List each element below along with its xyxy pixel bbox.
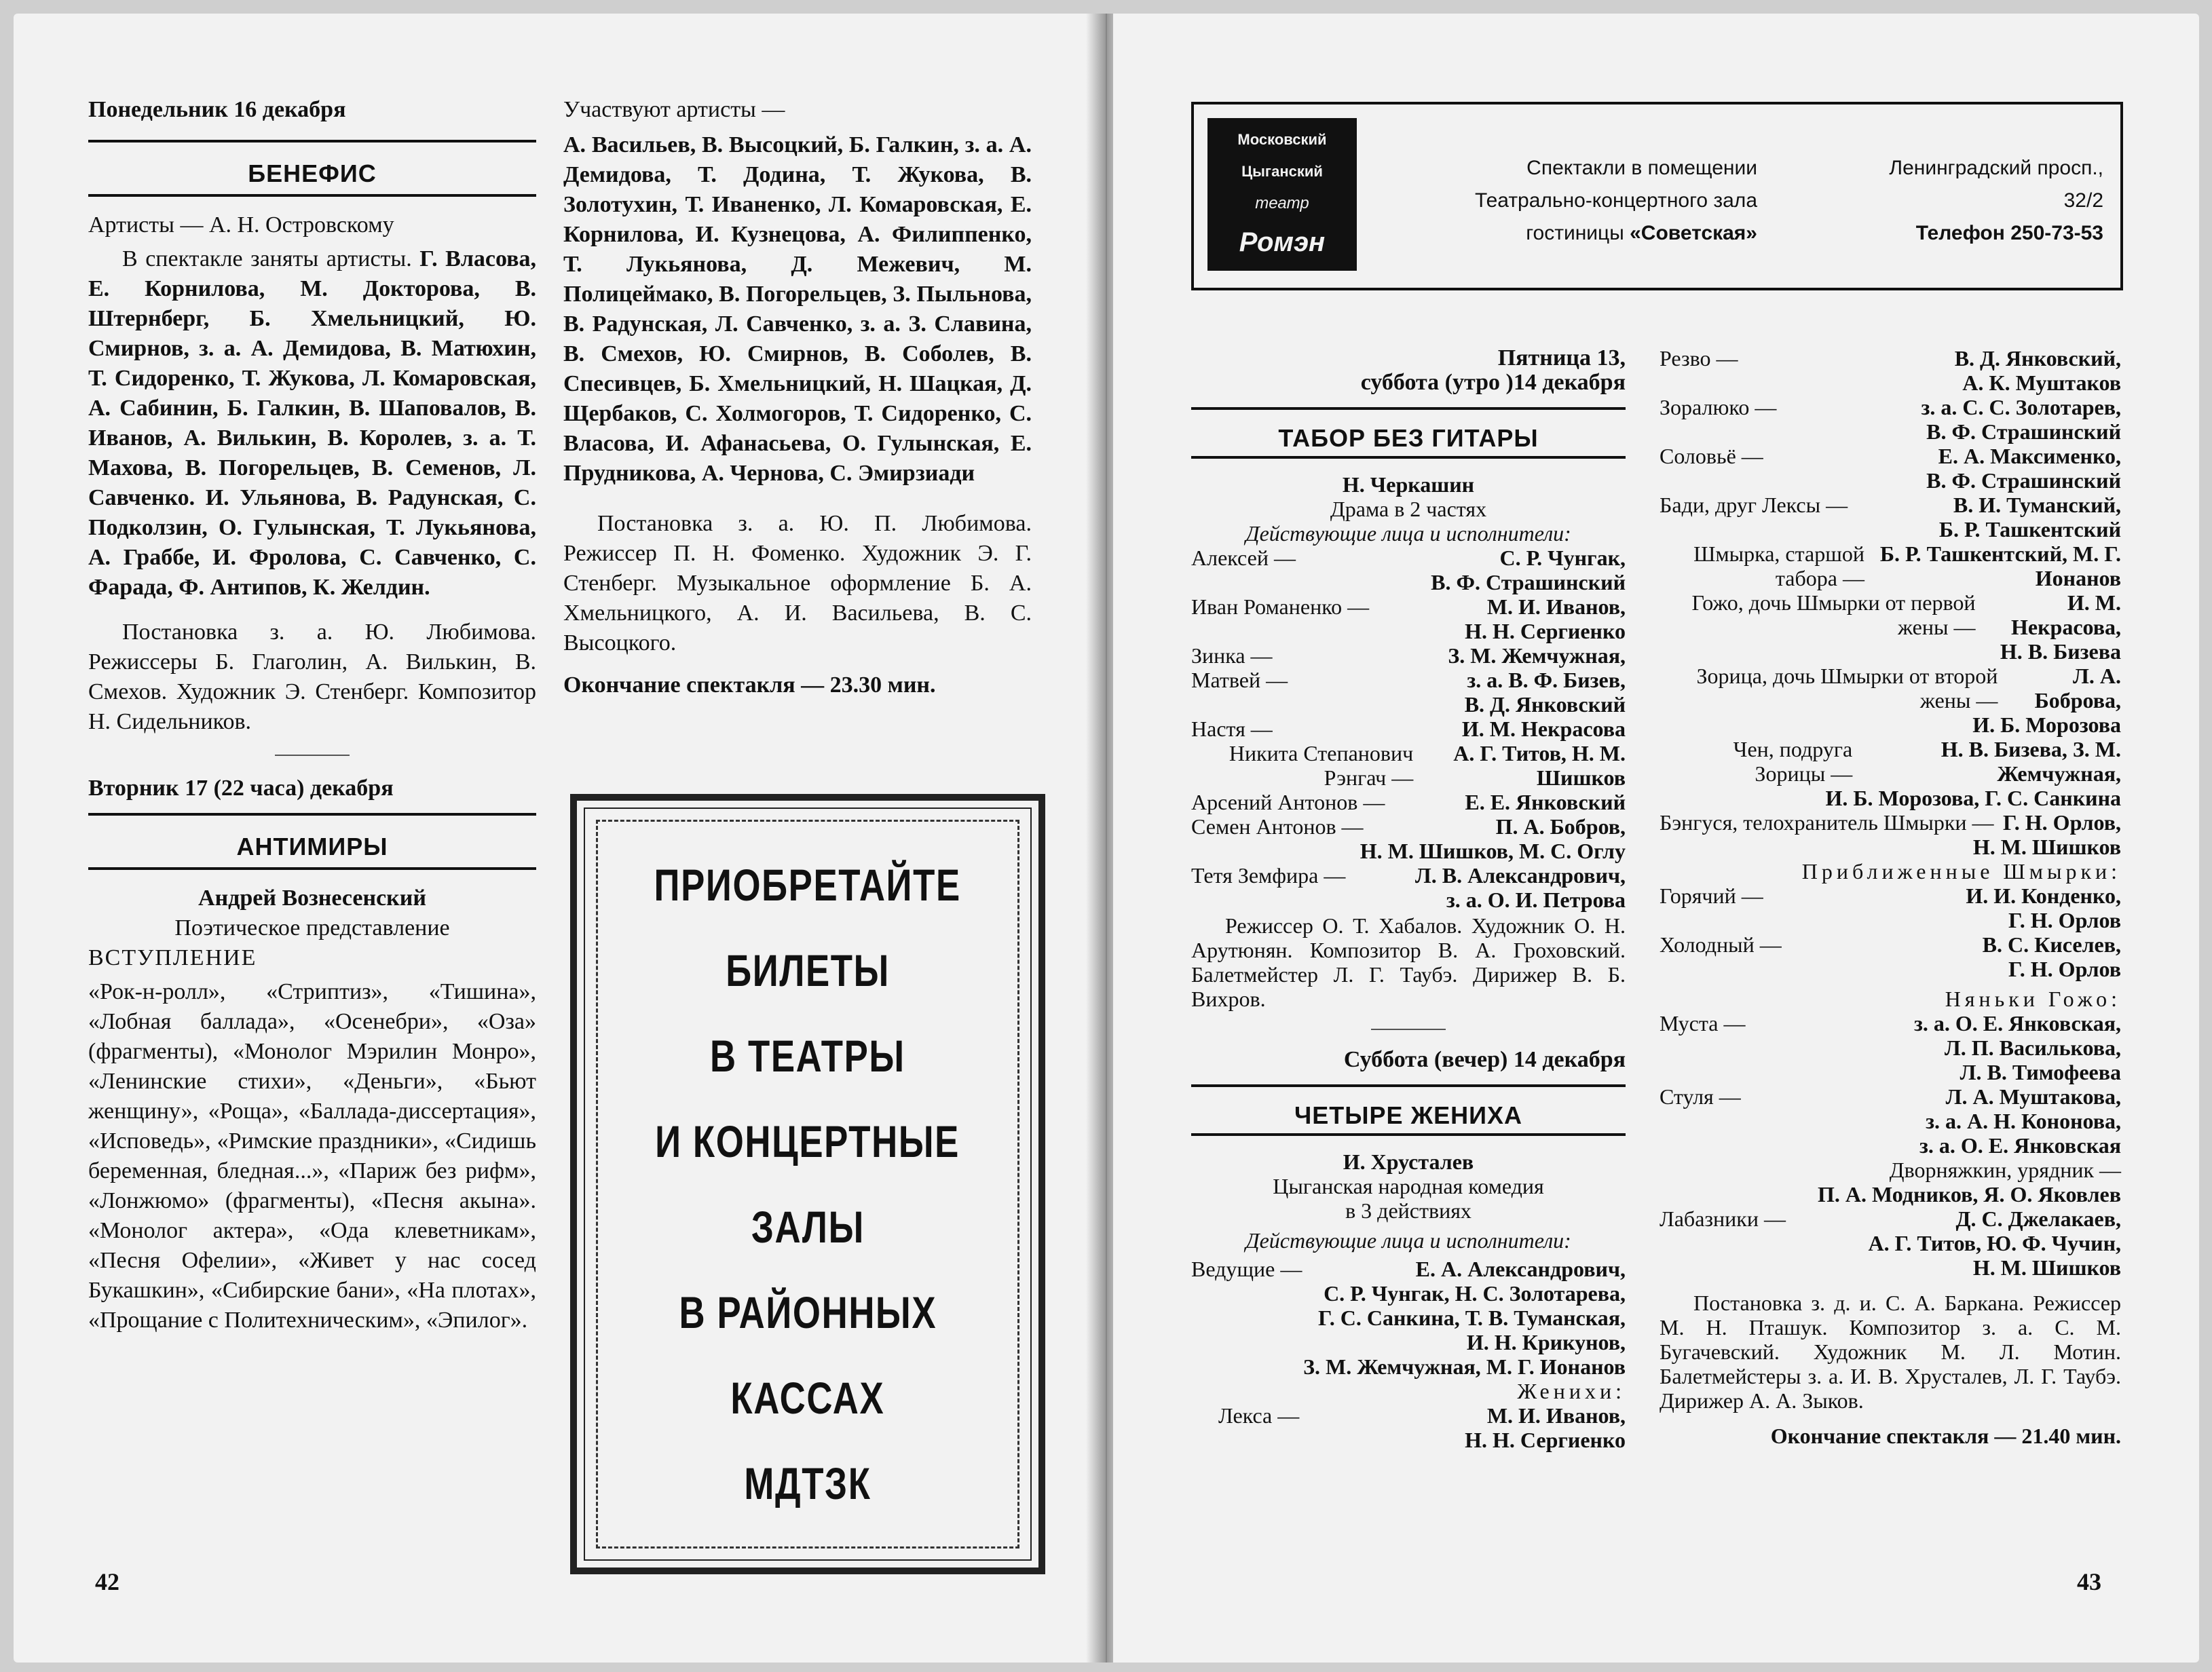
role-actor: Н. Н. Сергиенко bbox=[1465, 619, 1626, 643]
role-name: Муста — bbox=[1660, 1011, 1746, 1036]
role-name: Зоралюко — bbox=[1660, 395, 1777, 419]
role-actor: С. Р. Чунгак, bbox=[1499, 546, 1626, 570]
role-actor: В. И. Туманский, bbox=[1953, 493, 2121, 517]
role-lexa: Лекса — М. И. Иванов, bbox=[1218, 1403, 1626, 1428]
role-actor: В. Ф. Страшинский bbox=[1926, 419, 2121, 444]
role-actor: з. а. В. Ф. Бизев, bbox=[1467, 668, 1626, 692]
rule bbox=[1191, 1084, 1626, 1087]
title-benefis: БЕНЕФИС bbox=[88, 152, 536, 197]
date-saturday-evening: Суббота (вечер) 14 декабря bbox=[1343, 1047, 1626, 1072]
role-actor: Б. Р. Ташкентский bbox=[1938, 517, 2121, 542]
hosts-line: И. Н. Крикунов, bbox=[1466, 1330, 1626, 1354]
page-42 bbox=[14, 14, 1100, 1662]
ticket-advert-box bbox=[570, 794, 1045, 1574]
cast-role bbox=[1660, 1011, 2121, 1084]
role-actor: А. Г. Титов, Н. М. Шишков bbox=[1453, 741, 1626, 790]
cast-role bbox=[1191, 594, 1626, 643]
cast-role bbox=[1191, 814, 1626, 863]
cast-role bbox=[1660, 932, 2121, 981]
role-name: Шмырка, старшой табора — bbox=[1693, 542, 1864, 590]
role-name: Стуля — bbox=[1660, 1084, 1741, 1109]
date-monday: Понедельник 16 декабря bbox=[88, 97, 346, 122]
address-info bbox=[1778, 152, 2103, 250]
romen-theatre-logo bbox=[1207, 118, 1357, 271]
role-name: Горячий — bbox=[1660, 884, 1763, 908]
venue-line: Спектакли в помещении bbox=[1526, 157, 1757, 179]
role-name: Тетя Земфира — bbox=[1191, 863, 1346, 888]
role-actor: Е. Е. Янковский bbox=[1465, 790, 1626, 814]
cast-heading: Действующие лица и исполнители: bbox=[1245, 1228, 1571, 1253]
advert-line: БИЛЕТЫ bbox=[726, 945, 890, 995]
shopkeepers-line: А. Г. Титов, Ю. Ф. Чучин, bbox=[1868, 1231, 2121, 1255]
role-name: Гожо, дочь Шмырки от первой жены — bbox=[1691, 590, 1976, 639]
logo-text: театр bbox=[1255, 194, 1309, 213]
page-number-42: 42 bbox=[95, 1568, 119, 1595]
rule bbox=[88, 813, 536, 816]
cast-role bbox=[1660, 1084, 2121, 1158]
role-name: Матвей — bbox=[1191, 668, 1288, 692]
logo-text: Ромэн bbox=[1239, 227, 1326, 257]
cast-block bbox=[88, 244, 536, 603]
cast-role bbox=[1660, 346, 2121, 395]
cast-role bbox=[1660, 810, 2121, 859]
role-actor: з. а. О. Е. Янковская bbox=[1919, 1133, 2121, 1158]
role-name: Зинка — bbox=[1191, 643, 1273, 668]
hosts-line: Г. С. Санкина, Т. В. Туманская, bbox=[1317, 1306, 1626, 1330]
role-shopkeepers: Лабазники — Д. С. Джелакаев, bbox=[1660, 1206, 2121, 1231]
venue-line: гостиницы «Советская» bbox=[1526, 222, 1757, 244]
intro-heading: ВСТУПЛЕНИЕ bbox=[88, 945, 257, 970]
author-voznesensky: Андрей Вознесенский bbox=[198, 886, 426, 911]
role-actor: В. Д. Янковский bbox=[1464, 692, 1626, 717]
close-heading: Приближенные Шмырки: bbox=[1801, 859, 2121, 884]
role-actor: И. И. Конденко, bbox=[1966, 884, 2121, 908]
shopkeepers-line: Н. М. Шишков bbox=[1972, 1255, 2121, 1280]
role-actor: И. Б. Морозова bbox=[1972, 712, 2121, 737]
right-column-2 bbox=[1660, 346, 2121, 1448]
role-name: Никита Степанович Рэнгач — bbox=[1229, 741, 1414, 790]
role-actor: Н. В. Бизева bbox=[2000, 639, 2121, 664]
cast-role bbox=[1660, 590, 2121, 664]
role-actor: В. Ф. Страшинский bbox=[1431, 570, 1626, 594]
role-name: Алексей — bbox=[1191, 546, 1296, 570]
role-name: Зорица, дочь Шмырки от второй жены — bbox=[1696, 664, 1998, 712]
advert-inner bbox=[596, 820, 1019, 1548]
artists-list: А. Васильев, В. Высоцкий, Б. Галкин, з. а. А. Демидова, Т. Додина, Т. Жукова, В. Золотухин, Т. Иваненко, Л. Комаровская, Е. Корнилова, И. Кузнецова, А. Филиппенко, Т. Лукьянова, Д. Межевич, М. Полицеймако, В. Погорельцев, З. Пыльнова, В. Радунская, Л. Савченко, з. а. З. Славина, В. Смехов, Ю. Смирнов, В. Соболев, В. Спесивцев, Б. Хмельницкий, Н. Шацкая, Д. Щербаков, С. Холмогоров, Т. Сидоренко, С. Власова, И. Афанасьева, О. Гулынская, Е. Прудникова, А. Чернова, С. Эмирзиади bbox=[563, 132, 1032, 486]
role-actor: И. М. Некрасова bbox=[1461, 717, 1626, 741]
cast-role bbox=[1660, 395, 2121, 444]
theatre-header-box bbox=[1191, 102, 2123, 290]
staging-benefis: Постановка з. а. Ю. Любимова. Режиссеры Б. Глаголин, А. Вилькин, В. Смехов. Художник Э. Стенберг. Композитор Н. Сидельников. bbox=[88, 620, 536, 734]
left-column-2 bbox=[563, 95, 1032, 700]
address-line: 32/2 bbox=[2063, 189, 2103, 212]
four-grooms-roles bbox=[1660, 346, 2121, 859]
rule bbox=[1191, 407, 1626, 410]
grooms-heading: Женихи: bbox=[1517, 1379, 1626, 1403]
role-name: Арсений Антонов — bbox=[1191, 790, 1385, 814]
artists-intro: Участвуют артисты — bbox=[563, 97, 785, 122]
cast-role bbox=[1191, 668, 1626, 717]
role-actor: Г. Н. Орлов, bbox=[2003, 810, 2121, 835]
date-friday: Пятница 13, bbox=[1497, 345, 1626, 370]
genre-comedy: Цыганская народная комедия bbox=[1273, 1174, 1544, 1198]
left-column-1 bbox=[88, 95, 536, 1335]
divider bbox=[1371, 1029, 1446, 1030]
cast-heading: Действующие лица и исполнители: bbox=[1245, 521, 1571, 546]
genre-poetic: Поэтическое представление bbox=[174, 915, 450, 940]
janitor-actors: П. А. Модников, Я. О. Яковлев bbox=[1817, 1182, 2121, 1206]
role-actor: Г. Н. Орлов bbox=[2008, 908, 2121, 932]
address-line: Ленинградский просп., bbox=[1889, 157, 2103, 179]
ending-time: Окончание спектакля — 23.30 мин. bbox=[563, 672, 936, 698]
role-name: Иван Романенко — bbox=[1191, 594, 1370, 619]
venue-line: Театрально-концертного зала bbox=[1474, 189, 1757, 212]
role-actor: Н. М. Шишков bbox=[1972, 835, 2121, 859]
role-actor: Н. В. Бизева, З. М. Жемчужная, bbox=[1941, 737, 2121, 786]
staging-antimiry: Постановка з. а. Ю. П. Любимова. Режиссер П. Н. Фоменко. Художник Э. Г. Стенберг. Музыкальное оформление Б. А. Хмельницкого, А. И. Васильева, В. С. Высоцкого. bbox=[563, 511, 1032, 656]
genre-comedy-acts: в 3 действиях bbox=[1345, 1198, 1471, 1223]
cast-role bbox=[1191, 790, 1626, 814]
cast-role bbox=[1660, 737, 2121, 810]
role-actor: з. а. О. И. Петрова bbox=[1446, 888, 1626, 912]
logo-text: Цыганский bbox=[1241, 162, 1323, 180]
role-actor: М. И. Иванов, bbox=[1486, 594, 1626, 619]
ending-time: Окончание спектакля — 21.40 мин. bbox=[1770, 1424, 2121, 1448]
role-name: Чен, подруга Зорицы — bbox=[1733, 737, 1853, 786]
role-actor: Л. П. Василькова, bbox=[1944, 1036, 2121, 1060]
cast-list: Г. Власова, Е. Корнилова, М. Докторова, В. Штернберг, Б. Хмельницкий, Ю. Смирнов, з. а. А. Демидова, В. Матюхин, Т. Сидоренко, Т. Жукова, Л. Комаровская, А. Сабинин, Б. Галкин, В. Шаповалов, В. Иванов, А. Вилькин, В. Королев, з. а. Т. Махова, В. Погорельцев, В. Семенов, Л. Савченко. И. Ульянова, В. Радунская, С. Подколзин, О. Гулынская, Т. Лукьянова, А. Граббе, И. Фролова, С. Савченко, С. Фарада, Ф. Антипов, К. Желдин. bbox=[88, 246, 536, 600]
staging-tabor: Режиссер О. Т. Хабалов. Художник О. Н. Арутюнян. Композитор В. А. Гроховский. Балетмейстер Л. Г. Таубэ. Дирижер В. Б. Вихров. bbox=[1191, 913, 1626, 1011]
staging-four-grooms: Постановка з. д. и. С. А. Барканa. Режиссер М. Н. Пташук. Композитор з. а. С. М. Бугачевский. Художник М. Л. Мотин. Балетмейстеры з. а. И. В. Хрусталев, Л. Г. Таубэ. Дирижер А. А. Зыков. bbox=[1660, 1291, 2121, 1413]
role-actor: Л. В. Александрович, bbox=[1414, 863, 1626, 888]
role-actor: Л. В. Тимофеева bbox=[1960, 1060, 2121, 1084]
advert-line: ПРИОБРЕТАЙТЕ bbox=[654, 860, 962, 910]
phone-line: Телефон 250-73-53 bbox=[1915, 222, 2103, 244]
role-name: Семен Антонов — bbox=[1191, 814, 1364, 839]
role-actor: Е. А. Максименко, bbox=[1938, 444, 2121, 468]
title-tabor: ТАБОР БЕЗ ГИТАРЫ bbox=[1191, 419, 1626, 459]
role-name: Бади, друг Лексы — bbox=[1660, 493, 1848, 517]
role-actor: Г. Н. Орлов bbox=[2008, 957, 2121, 981]
advert-line: В РАЙОННЫХ bbox=[679, 1287, 937, 1337]
cast-intro: В спектакле заняты артисты. bbox=[122, 246, 412, 271]
nanny-roles bbox=[1660, 1011, 2121, 1158]
genre-drama: Драма в 2 частях bbox=[1330, 497, 1487, 521]
role-actor: П. А. Бобров, bbox=[1495, 814, 1626, 839]
date-tuesday: Вторник 17 (22 часа) декабря bbox=[88, 776, 394, 801]
role-name: Холодный — bbox=[1660, 932, 1782, 957]
role-actor: В. Ф. Страшинский bbox=[1926, 468, 2121, 493]
title-antimiry: АНТИМИРЫ bbox=[88, 825, 536, 870]
cast-role bbox=[1660, 444, 2121, 493]
divider bbox=[275, 755, 350, 756]
cast-role bbox=[1191, 546, 1626, 594]
cast-role bbox=[1660, 664, 2121, 737]
role-actor: В. С. Киселев, bbox=[1982, 932, 2121, 957]
role-actor: И. М. Некрасова, bbox=[2010, 590, 2121, 639]
cast-role bbox=[1191, 741, 1626, 790]
role-actor: з. а. А. Н. Кононова, bbox=[1926, 1109, 2121, 1133]
hosts-line: С. Р. Чунгак, Н. С. Золотарева, bbox=[1324, 1281, 1626, 1306]
cast-role bbox=[1191, 717, 1626, 741]
page-43 bbox=[1113, 14, 2199, 1662]
author-khrustalev: И. Хрусталев bbox=[1343, 1150, 1474, 1174]
role-actor: Н. М. Шишков, М. С. Оглу bbox=[1360, 839, 1626, 863]
role-actor: И. Б. Морозова, Г. С. Санкина bbox=[1825, 786, 2121, 810]
program-list: «Рок-н-ролл», «Стриптиз», «Тишина», «Лобная баллада», «Осенебри», «Оза» (фрагменты), «Монолог Мэрилин Монро», «Ленинские стихи», «Деньги», «Бьют женщину», «Роща», «Баллада-диссертация», «Исповедь», «Римские праздники», «Сидишь беременная, бледная...», «Париж без рифм», «Лонжюмо» (фрагменты), «Песня акына». «Монолог актера», «Ода клеветникам», «Песня Офелии», «Живет у нас сосед Букашкин», «Сибирские бани», «На плотах», «Прощание с Политехническим», «Эпилог». bbox=[88, 979, 536, 1333]
cast-role bbox=[1660, 493, 2121, 542]
cast-role bbox=[1660, 884, 2121, 932]
venue-info bbox=[1391, 152, 1757, 250]
role-name: Настя — bbox=[1191, 717, 1273, 741]
date-saturday-morning: суббота (утро )14 декабря bbox=[1360, 370, 1626, 395]
role-hosts: Ведущие — Е. А. Александрович, bbox=[1191, 1257, 1626, 1281]
role-actor: Л. А. Боброва, bbox=[2034, 664, 2121, 712]
role-actor: А. К. Муштаков bbox=[1962, 370, 2121, 395]
page-number-43: 43 bbox=[2077, 1568, 2101, 1595]
cast-role bbox=[1660, 542, 2121, 590]
cast-role bbox=[1191, 863, 1626, 912]
role-actor: Л. А. Муштакова, bbox=[1945, 1084, 2121, 1109]
advert-line: В ТЕАТРЫ bbox=[710, 1031, 905, 1081]
dedication: Артисты — А. Н. Островскому bbox=[88, 212, 394, 238]
title-four-grooms: ЧЕТЫРЕ ЖЕНИХА bbox=[1191, 1097, 1626, 1136]
close-roles bbox=[1660, 884, 2121, 981]
role-actor: В. Д. Янковский, bbox=[1954, 346, 2121, 370]
hotel-name: «Советская» bbox=[1630, 222, 1757, 244]
advert-line: МДТЗК bbox=[744, 1458, 871, 1508]
cast-role bbox=[1191, 643, 1626, 668]
role-name: Резво — bbox=[1660, 346, 1738, 370]
tabor-roles bbox=[1191, 546, 1626, 912]
author-cherkashin: Н. Черкашин bbox=[1342, 472, 1475, 497]
role-actor: Б. Р. Ташкентский, М. Г. Ионанов bbox=[1879, 542, 2121, 590]
rule bbox=[88, 140, 536, 142]
lexa-line: Н. Н. Сергиенко bbox=[1465, 1428, 1626, 1452]
advert-line: ЗАЛЫ bbox=[751, 1202, 865, 1252]
logo-text: Московский bbox=[1237, 131, 1327, 149]
right-column-1 bbox=[1191, 346, 1626, 1452]
janitor-role: Дворняжкин, урядник — bbox=[1889, 1158, 2121, 1182]
role-actor: з. а. О. Е. Янковская, bbox=[1914, 1011, 2121, 1036]
role-name: Бэнгуся, телохранитель Шмырки — bbox=[1660, 810, 1994, 835]
hosts-line: З. М. Жемчужная, М. Г. Ионанов bbox=[1303, 1354, 1626, 1379]
role-name: Соловьё — bbox=[1660, 444, 1763, 468]
nannies-heading: Няньки Гожо: bbox=[1945, 987, 2121, 1011]
role-actor: з. а. С. С. Золотарев, bbox=[1921, 395, 2121, 419]
advert-line: И КОНЦЕРТНЫЕ bbox=[655, 1116, 960, 1166]
role-actor: З. М. Жемчужная, bbox=[1448, 643, 1626, 668]
advert-line: КАССАХ bbox=[730, 1373, 885, 1423]
